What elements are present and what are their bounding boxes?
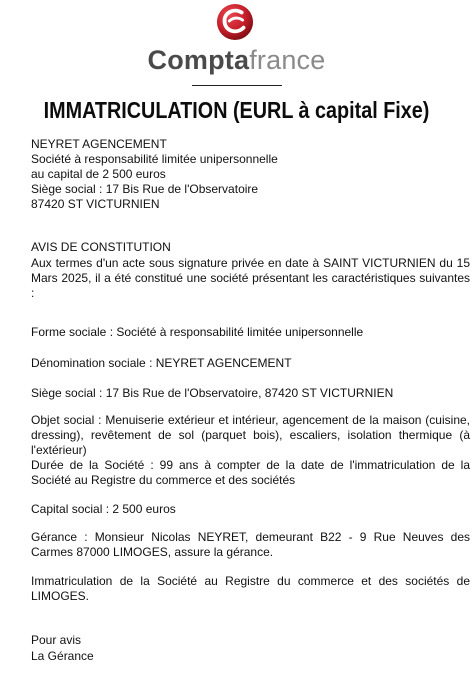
paragraph-gerance: Gérance : Monsieur Nicolas NEYRET, demeurant B22 - 9 Rue Neuves des Carmes 87000 LIMOGES, assure la gérance. bbox=[31, 530, 470, 559]
signature-block bbox=[31, 632, 94, 664]
comptafrance-logo-icon bbox=[216, 3, 254, 41]
paragraph-capital: Capital social : 2 500 euros bbox=[31, 502, 176, 516]
company-capital: au capital de 2 500 euros bbox=[31, 167, 166, 181]
signature-pour-avis: Pour avis bbox=[31, 633, 82, 647]
company-form: Société à responsabilité limitée unipersonnelle bbox=[31, 152, 278, 166]
avis-title: AVIS DE CONSTITUTION bbox=[31, 240, 171, 254]
paragraph-denomination: Dénomination sociale : NEYRET AGENCEMENT bbox=[31, 356, 292, 370]
paragraph-duree: Durée de la Société : 99 ans à compter de la date de l'immatriculation de la Société au Registre du commerce et des sociétés bbox=[31, 458, 470, 487]
company-city: 87420 ST VICTURNIEN bbox=[31, 197, 160, 211]
company-address: Siège social : 17 Bis Rue de l'Observatoire bbox=[31, 182, 259, 196]
paragraph-forme-sociale: Forme sociale : Société à responsabilité limitée unipersonnelle bbox=[31, 325, 364, 339]
logo-brand-light: france bbox=[249, 45, 326, 75]
paragraph-siege-social: Siège social : 17 Bis Rue de l'Observatoire, 87420 ST VICTURNIEN bbox=[31, 386, 394, 400]
paragraph-objet-social: Objet social : Menuiserie extérieur et intérieur, agencement de la maison (cuisine, dressing), revêtement de sol (parquet bois), escaliers, isolation thermique (à l'extérieur) bbox=[31, 413, 470, 457]
logo-wordmark bbox=[0, 44, 473, 76]
paragraph-immatriculation: Immatriculation de la Société au Registre du commerce et des sociétés de LIMOGES. bbox=[31, 574, 470, 603]
page-title: IMMATRICULATION (EURL à capital Fixe) bbox=[43, 97, 430, 123]
logo-brand-bold: Compta bbox=[147, 45, 250, 75]
comptafrance-logo bbox=[0, 0, 473, 82]
company-name: NEYRET AGENCEMENT bbox=[31, 137, 167, 151]
paragraph-intro: Aux termes d'un acte sous signature privée en date à SAINT VICTURNIEN du 15 Mars 2025, il a été constitué une société présentant les caractéristiques suivantes : bbox=[31, 256, 470, 300]
company-header bbox=[31, 137, 451, 212]
logo-divider bbox=[192, 85, 282, 86]
signature-gerance: La Gérance bbox=[31, 649, 94, 663]
